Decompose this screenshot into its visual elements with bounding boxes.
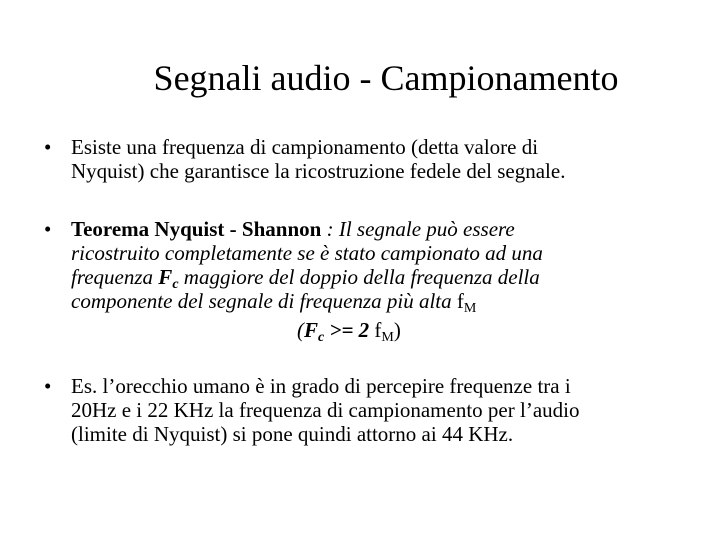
formula-F-subscript: c bbox=[318, 330, 325, 345]
bullet-3-line-1: Es. l’orecchio umano è in grado di percepire frequenze tra i bbox=[71, 374, 571, 398]
bullet-marker-3: • bbox=[44, 374, 52, 398]
line-3-text-a: frequenza bbox=[71, 265, 159, 289]
formula-F: F bbox=[304, 318, 319, 342]
bullet-3-line-3: (limite di Nyquist) si pone quindi attorno ai 44 KHz. bbox=[71, 422, 514, 446]
symbol-f-subscript: M bbox=[463, 301, 477, 316]
bullet-marker-1: • bbox=[44, 135, 52, 159]
slide-title: Segnali audio - Campionamento bbox=[153, 58, 619, 98]
bullet-3-line-2: 20Hz e i 22 KHz la frequenza di campionamento per l’audio bbox=[71, 398, 580, 422]
line-3-text-b: maggiore del doppio della frequenza della bbox=[178, 265, 540, 289]
bullet-2-line-4 bbox=[71, 289, 477, 316]
theorem-heading: Teorema Nyquist - Shannon bbox=[71, 217, 322, 241]
bullet-2-line-1 bbox=[71, 217, 515, 241]
formula-f: f bbox=[374, 318, 382, 342]
bullet-1-line-2: Nyquist) che garantisce la ricostruzione fedele del segnale. bbox=[71, 159, 566, 183]
bullet-2-line-2: ricostruito completamente se è stato campionato ad una bbox=[71, 241, 543, 265]
formula-close-paren: ) bbox=[393, 318, 401, 342]
symbol-F: F bbox=[158, 265, 173, 289]
symbol-F-subscript: c bbox=[172, 277, 179, 292]
bullet-1-line-1: Esiste una frequenza di campionamento (detta valore di bbox=[71, 135, 539, 159]
symbol-f: f bbox=[456, 289, 464, 313]
formula bbox=[297, 318, 401, 345]
bullet-2-line-3 bbox=[71, 265, 540, 292]
formula-f-subscript: M bbox=[381, 330, 394, 345]
formula-open-paren: ( bbox=[297, 318, 304, 342]
bullet-marker-2: • bbox=[44, 217, 52, 241]
formula-operator: >= 2 bbox=[324, 318, 375, 342]
theorem-intro: : Il segnale può essere bbox=[321, 217, 515, 241]
line-4-text: componente del segnale di frequenza più alta bbox=[71, 289, 457, 313]
